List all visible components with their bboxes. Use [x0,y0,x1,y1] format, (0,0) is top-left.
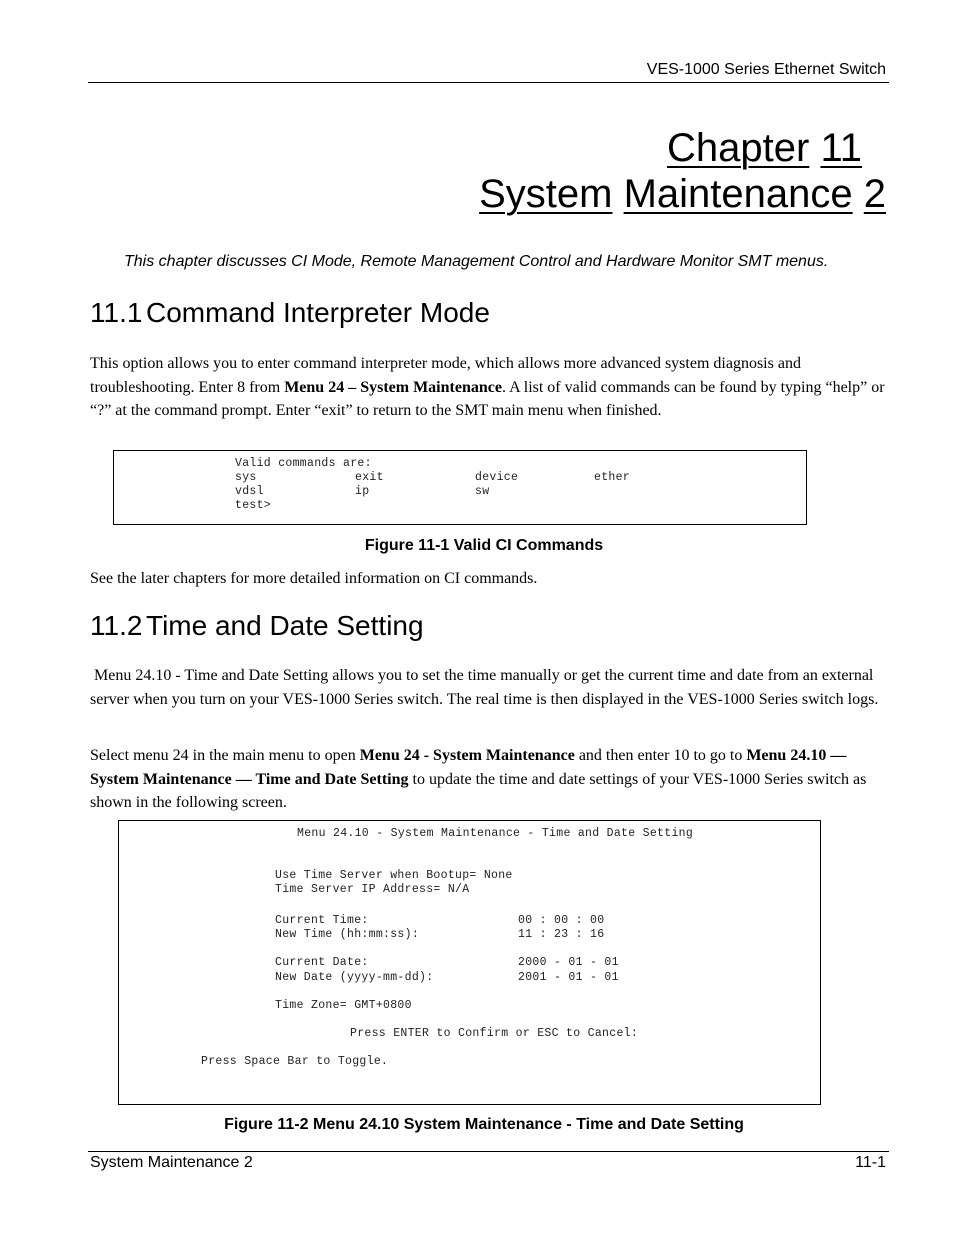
current-time-label: Current Time: [275,914,369,927]
section-number: 11.1 [90,297,143,328]
ci-command: exit [355,471,384,484]
chapter-number: 11 [820,126,862,170]
menu-reference: Menu 24.10 — System Maintenance — Time and Date Setting [90,747,847,788]
ci-command: sys [235,471,257,484]
chapter-title-part3: 2 [863,172,886,216]
section-heading-11-2 [90,610,424,642]
section-title: Time and Date Setting [146,610,424,641]
ci-command: ether [594,471,631,484]
section-11-1-note: See the later chapters for more detailed information on CI commands. [90,570,538,587]
section-11-1-paragraph: This option allows you to enter command interpreter mode, which allows more advanced system diagnosis and troubleshooting. Enter 8 from Menu 24 – System Maintenance. A list of valid commands can be found by typing “help” or “?” at the command prompt. Enter “exit” to return to the SMT main menu when finished. [90,355,885,419]
ci-command: ip [355,485,370,498]
ci-command: sw [475,485,490,498]
new-date-label: New Date (yyyy-mm-dd): [275,971,434,984]
chapter-title-part1: System [479,172,613,216]
time-date-setting-screen [118,820,821,1105]
use-time-server-field: Use Time Server when Bootup= None [275,869,513,882]
section-number: 11.2 [90,610,143,641]
chapter-word: Chapter [667,126,810,170]
screen-title: Menu 24.10 - System Maintenance - Time and Date Setting [297,827,694,840]
current-time-value: 00 : 00 : 00 [518,914,605,927]
current-date-value: 2000 - 01 - 01 [518,956,619,969]
page-number: 11-1 [855,1154,886,1171]
running-header: VES-1000 Series Ethernet Switch [646,61,886,78]
time-zone-field: Time Zone= GMT+0800 [275,999,412,1012]
confirm-prompt: Press ENTER to Confirm or ESC to Cancel: [350,1027,639,1040]
new-date-value: 2001 - 01 - 01 [518,971,619,984]
footer-divider [88,1151,889,1152]
section-title: Command Interpreter Mode [146,297,490,328]
current-date-label: Current Date: [275,956,369,969]
header-divider [88,82,889,83]
footer-chapter-title: System Maintenance 2 [90,1154,253,1171]
chapter-intro: This chapter discusses CI Mode, Remote Management Control and Hardware Monitor SMT menus. [124,253,829,270]
chapter-title [479,172,886,217]
chapter-title-part2: Maintenance [623,172,853,216]
toggle-hint: Press Space Bar to Toggle. [201,1055,389,1068]
section-11-2-paragraph-1: Menu 24.10 - Time and Date Setting allows you to set the time manually or get the current time and date from an external server when you turn on your VES-1000 Series switch. The real time is then displayed in the VES-1000 Series switch logs. [90,667,879,708]
ci-commands-screen [113,450,807,525]
ci-command: vdsl [235,485,264,498]
figure-caption-11-1: Figure 11-1 Valid CI Commands [364,537,604,554]
figure-caption-11-2: Figure 11-2 Menu 24.10 System Maintenance - Time and Date Setting [224,1116,744,1133]
time-server-ip-field: Time Server IP Address= N/A [275,883,470,896]
ci-prompt: test> [235,499,272,512]
new-time-value: 11 : 23 : 16 [518,928,605,941]
section-heading-11-1 [90,297,490,329]
chapter-label [667,126,862,171]
menu-reference: Menu 24 - System Maintenance [359,747,575,764]
ci-command: device [475,471,519,484]
section-11-2-paragraph-2: Select menu 24 in the main menu to open Menu 24 - System Maintenance and then enter 10 to go to Menu 24.10 — System Maintenance — Time and Date Setting to update the time and date settings of your VES-1000 Series switch as shown in the following screen. [90,747,867,811]
menu-reference: Menu 24 – System Maintenance [284,378,502,396]
new-time-label: New Time (hh:mm:ss): [275,928,420,941]
ci-heading: Valid commands are: [235,457,372,470]
